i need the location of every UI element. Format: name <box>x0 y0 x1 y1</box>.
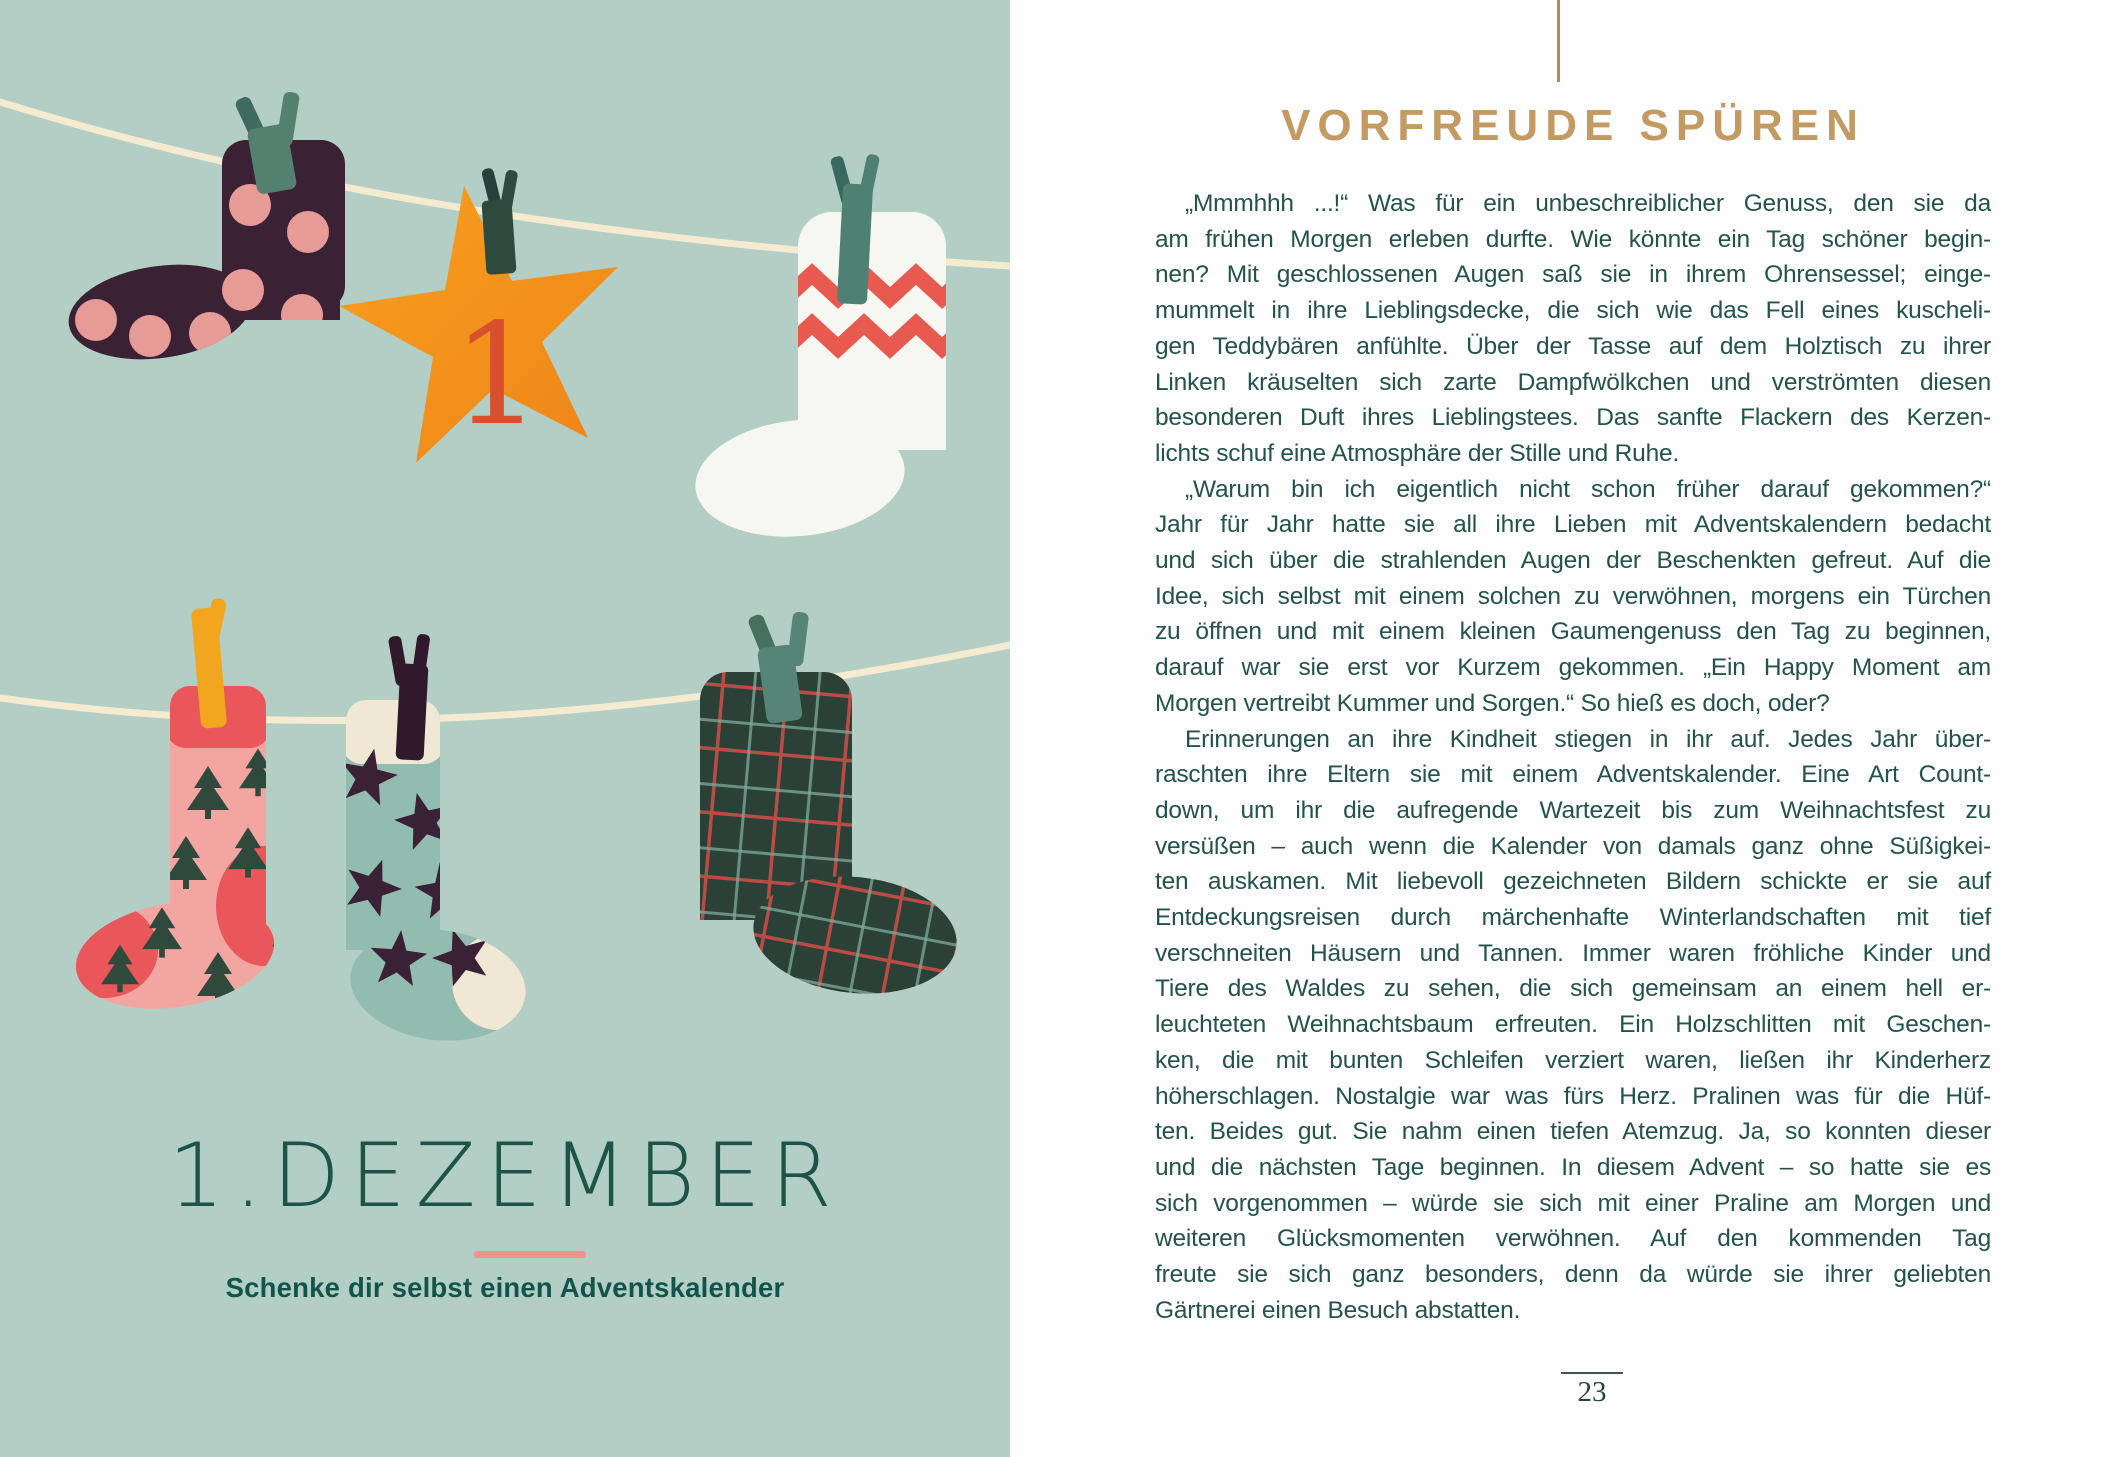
page-number: 23 <box>1577 1376 1607 1408</box>
body-text-line: ten auskamen. Mit liebevoll gezeichneten Bildern schickte er sie auf <box>1155 868 1991 896</box>
page-number-block <box>1540 1372 1644 1407</box>
header-ornament-line <box>1557 0 1560 82</box>
body-text-line: sich vorgenommen – würde sie sich mit einer Praline am Morgen und <box>1155 1189 1991 1217</box>
body-text-line: down, um ihr die aufregende Wartezeit bis zum Weihnachtsfest zu <box>1155 796 1991 824</box>
date-subtitle: Schenke dir selbst einen Adventskalender <box>225 1272 785 1303</box>
body-text-line: leuchteten Weihnachtsbaum erfreuten. Ein Holzschlitten mit Geschen- <box>1155 1011 1991 1039</box>
body-text-line: Erinnerungen an ihre Kindheit stiegen in ihr auf. Jedes Jahr über- <box>1185 725 1991 753</box>
body-text-line: besonderen Duft ihres Lieblingstees. Das sanfte Flackern des Kerzen- <box>1155 404 1991 432</box>
body-text-line: freute sie sich ganz besonders, denn da würde sie ihrer geliebten <box>1155 1261 1991 1289</box>
body-text-line: „Mmmhhh ...!“ Was für ein unbeschreiblicher Genuss, den sie da <box>1185 190 1991 217</box>
clothesline-string-bottom-icon <box>0 645 1010 721</box>
body-text-line: Gärtnerei einen Besuch abstatten. <box>1155 1296 1521 1324</box>
tree-stocking-icon <box>50 680 312 1022</box>
body-text-line: Idee, sich selbst mit einem solchen zu verwöhnen, morgens ein Türchen <box>1155 582 1991 610</box>
body-text-line: ten. Beides gut. Sie nahm einen tiefen Atemzug. Ja, so konnten dieser <box>1155 1118 1991 1146</box>
date-title: 1.DEZEMBER <box>168 1124 842 1227</box>
advent-calendar-illustration <box>0 0 1010 1457</box>
page-number-rule <box>1561 1372 1623 1374</box>
body-text-line: ken, die mit bunten Schleifen verziert waren, ließen ihr Kinderherz <box>1155 1046 1991 1074</box>
body-text-line: und sich über die strahlenden Augen der Beschenkten gefreut. Auf die <box>1155 547 1991 575</box>
body-text-line: am frühen Morgen erleben durfte. Wie könnte ein Tag schöner begin- <box>1155 225 1991 253</box>
plaid-stocking-icon <box>700 672 963 1003</box>
body-text-line: Linken kräuselten sich zarte Dampfwölkchen und verströmten diesen <box>1155 368 1991 396</box>
body-text-line: verschneiten Häusern und Tannen. Immer waren fröhliche Kinder und <box>1155 939 1991 967</box>
left-page <box>0 0 1010 1457</box>
body-text-line: Morgen vertreibt Kummer und Sorgen.“ So hieß es doch, oder? <box>1155 689 1830 717</box>
zigzag-stocking-icon <box>690 212 968 547</box>
body-text-line: raschten ihre Eltern sie mit einem Adventskalender. Eine Art Count- <box>1155 761 1991 789</box>
title-divider <box>474 1251 586 1258</box>
body-text-line: darauf war sie erst vor Kurzem gekommen. „Ein Happy Moment am <box>1155 654 1991 682</box>
body-text-line: Jahr für Jahr hatte sie all ihre Lieben mit Adventskalendern bedacht <box>1155 511 1991 539</box>
polkadot-stocking-icon <box>62 140 345 370</box>
body-text-line: Entdeckungsreisen durch märchenhafte Winterlandschaften mit tief <box>1155 904 1991 932</box>
body-text-line: weiteren Glücksmomenten verwöhnen. Auf den kommenden Tag <box>1155 1225 1991 1253</box>
clothespin-icon <box>481 167 519 275</box>
body-text-line: gen Teddybären anfühlte. Über der Tasse auf dem Holztisch zu ihrer <box>1155 332 1991 360</box>
star-number: 1 <box>452 294 542 457</box>
body-text-line: und die nächsten Tage beginnen. In diesem Advent – so hatte sie es <box>1155 1153 1991 1181</box>
body-text-line: nen? Mit geschlossenen Augen saß sie in ihrem Ohrensessel; einge- <box>1155 261 1991 289</box>
star-pattern-stocking-icon <box>335 694 544 1050</box>
chapter-heading: VORFREUDE SPÜREN <box>1281 101 1865 150</box>
body-text-line: Tiere des Waldes zu sehen, die sich gemeinsam an einem hell er- <box>1155 975 1991 1003</box>
body-text-line: versüßen – auch wenn die Kalender von damals ganz ohne Süßigkei- <box>1155 832 1991 860</box>
body-text-line: zu öffnen und mit einem kleinen Gaumengenuss den Tag zu beginnen, <box>1155 618 1991 646</box>
right-page <box>1010 0 2126 1457</box>
body-text-line: mummelt in ihre Lieblingsdecke, die sich wie das Fell eines kuscheli- <box>1155 297 1991 325</box>
body-text-line: lichts schuf eine Atmosphäre der Stille und Ruhe. <box>1155 439 1680 467</box>
body-text-line: „Warum bin ich eigentlich nicht schon früher darauf gekommen?“ <box>1185 475 1991 503</box>
body-text <box>1155 186 1991 1329</box>
body-text-line: höherschlagen. Nostalgie war was fürs Herz. Pralinen was für die Hüf- <box>1155 1082 1991 1110</box>
